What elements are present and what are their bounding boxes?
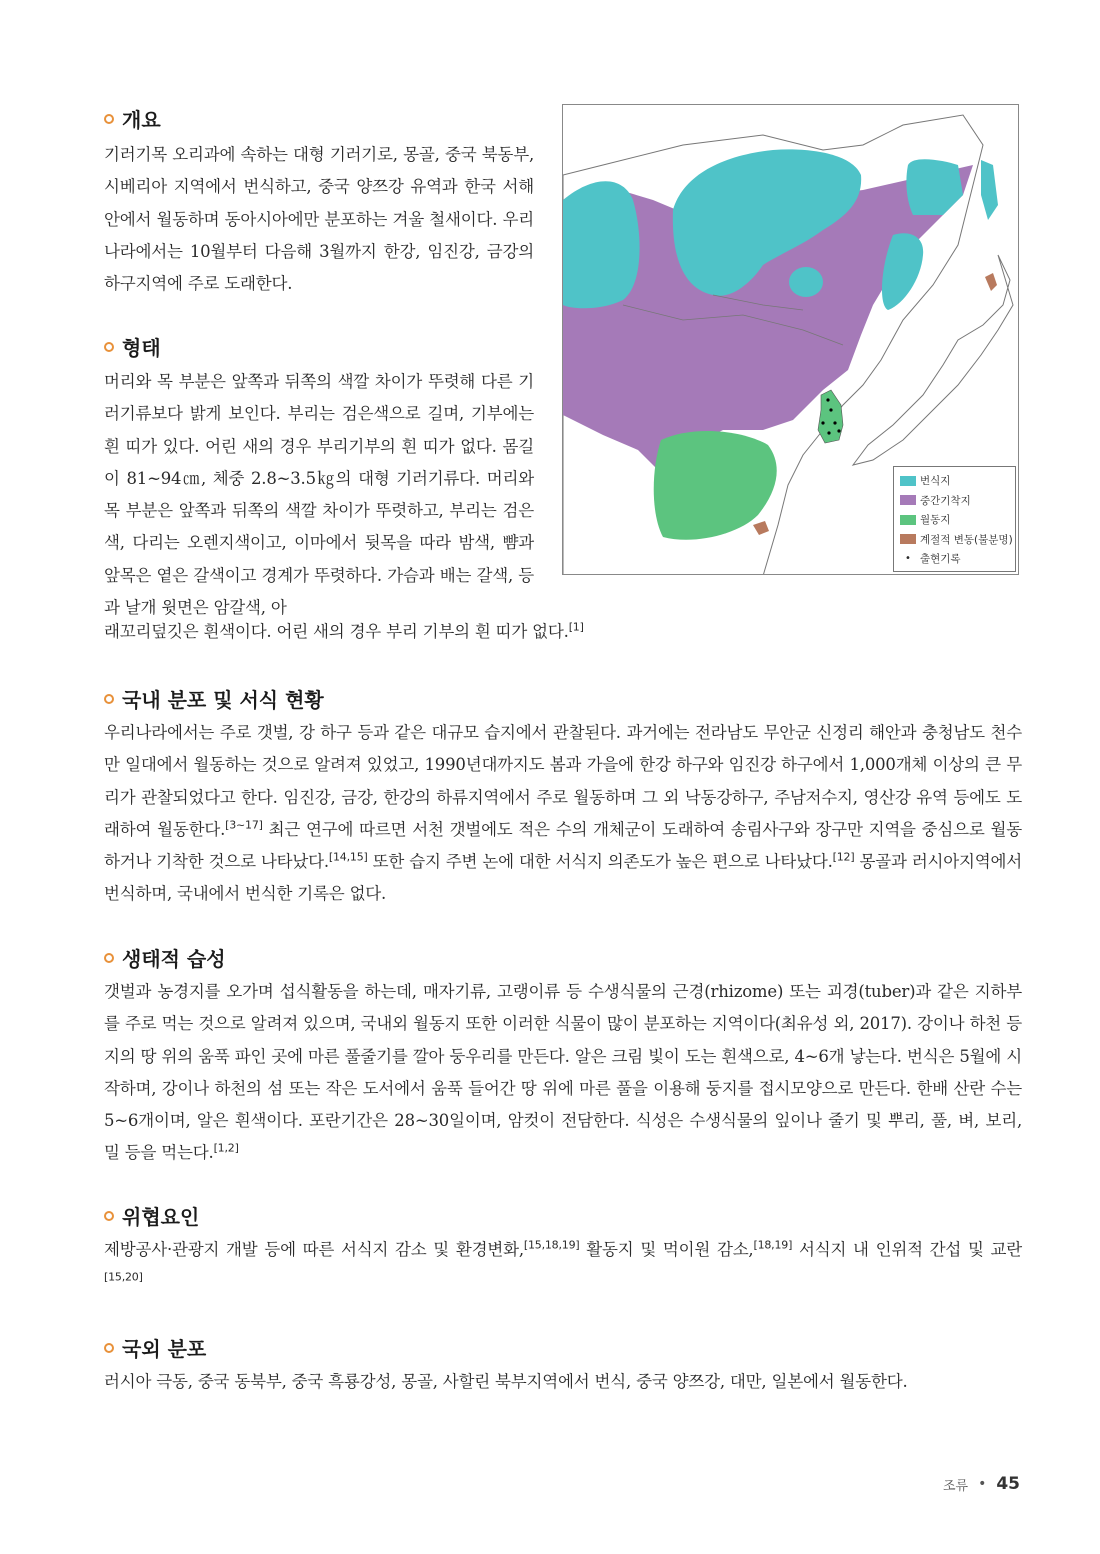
section-heading-threats	[104, 1201, 199, 1230]
reference: [15,18,19]	[523, 1238, 580, 1252]
section-heading-form	[104, 332, 161, 361]
overview-paragraph: 기러기목 오리과에 속하는 대형 기러기로, 몽골, 중국 북동부, 시베리아 지역에서 번식하고, 중국 양쯔강 유역과 한국 서해안에서 월동하며 동아시아에만 분포하는 겨울 철새이다. 우리나라에서는 10월부터 다음해 3월까지 한강, 임진강, 금강의 하구지역에 주로 도래한다.	[104, 145, 534, 294]
map-legend	[893, 466, 1016, 572]
section-heading-domestic	[104, 684, 324, 713]
occurrence-dot	[833, 421, 836, 424]
reference: [14,15]	[328, 850, 368, 864]
legend-swatch	[900, 495, 916, 505]
legend-swatch	[900, 476, 916, 486]
legend-item-breeding	[900, 471, 1009, 491]
bullet-icon	[104, 694, 114, 704]
page-footer	[943, 1474, 1020, 1494]
legend-dot-icon: •	[905, 553, 911, 565]
legend-label: 월동지	[920, 514, 951, 527]
breeding-region-west	[563, 181, 640, 308]
reference: [1,2]	[213, 1141, 239, 1155]
bullet-icon	[104, 114, 114, 124]
bullet-icon	[104, 953, 114, 963]
domestic-text: 몽골과 러시아지역에서 번식하며, 국내에서 번식한 기록은 없다.	[104, 852, 1022, 904]
section-title: 국내 분포 및 서식 현황	[122, 688, 324, 712]
section-title: 국외 분포	[122, 1337, 207, 1361]
section-title: 개요	[122, 108, 161, 132]
ecology-text: 갯벌과 농경지를 오가며 섭식활동을 하는데, 매자기류, 고랭이류 등 수생식물의 근경(rhizome) 또는 괴경(tuber)과 같은 지하부를 주로 먹는 것으로 알려져 있으며, 국내외 월동지 또한 이러한 식물이 많이 분포하는 지역이다(최유성 외, 2017). 강이나 하천 등지의 땅 위의 움푹 파인 곳에 마른 풀줄기를 깔아 둥우리를 만든다. 알은 크림 빛이 도는 흰색으로, 4~6개 낳는다. 번식은 5월에 시작하며, 강이나 하천의 섬 또는 작은 도서에서 움푹 들어간 땅 위에 마른 풀을 이용해 둥지를 접시모양으로 만든다. 한배 산란 수는 5~6개이며, 알은 흰색이다. 포란기간은 28~30일이며, 암컷이 전담한다. 식성은 수생식물의 잎이나 줄기 및 뿌리, 풀, 벼, 보리, 밀 등을 먹는다.	[104, 982, 1022, 1163]
legend-label: 중간기착지	[920, 494, 971, 507]
section-title: 위협요인	[122, 1205, 200, 1229]
form-paragraph: 머리와 목 부분은 앞쪽과 뒤쪽의 색깔 차이가 뚜렷해 다른 기러기류보다 밝게 보인다. 부리는 검은색으로 길며, 기부에는 흰 띠가 있다. 어린 새의 경우 부리기부의 흰 띠가 없다. 몸길이 81~94㎝, 체중 2.8~3.5㎏의 대형 기러기류다. 머리와 목 부분은 앞쪽과 뒤쪽의 색깔 차이가 뚜렷하고, 부리는 검은색, 다리는 오렌지색이고, 이마에서 뒷목을 따라 밤색, 뺨과 앞목은 옅은 갈색이고 경계가 뚜렷하다. 가슴과 배는 갈색, 등과 날개 윗면은 암갈색, 아	[104, 372, 534, 618]
section-title: 형태	[122, 336, 161, 360]
footer-separator: •	[978, 1476, 987, 1492]
domestic-text: 우리나라에서는 주로 갯벌, 강 하구 등과 같은 대규모 습지에서 관찰된다. 과거에는 전라남도 무안군 신정리 해안과 충청남도 천수만 일대에서 월동하는 것으로 알려져 있었고, 1990년대까지도 봄과 가을에 한강 하구와 임진강 하구에서 1,000개체 이상의 큰 무리가 관찰되었다고 한다. 임진강, 금강, 한강의 하류지역에서 주로 월동하며 그 외 낙동강하구, 주남저수지, 영산강 유역 등에도 도래하여 월동한다.	[104, 723, 1022, 839]
reference: [15,20]	[104, 1270, 143, 1284]
domestic-text: 최근 연구에 따르면 서천 갯벌에도 적은 수의 개체군이 도래하여 송림사구와 장구만 지역을 중심으로 월동하거나 기착한 것으로 나타났다.	[104, 819, 1023, 872]
section-title: 생태적 습성	[122, 947, 226, 971]
reference: [3~17]	[225, 818, 263, 832]
section-heading-abroad	[104, 1333, 206, 1362]
form-paragraph-last-line	[104, 616, 624, 648]
breeding-region-mongolia	[789, 267, 823, 297]
bullet-icon	[104, 1211, 114, 1221]
occurrence-dot	[821, 421, 824, 424]
reference: [12]	[832, 850, 855, 864]
legend-item-seasonal	[900, 530, 1013, 550]
legend-label: 번식지	[920, 475, 951, 488]
bullet-icon	[104, 342, 114, 352]
abroad-paragraph: 러시아 극동, 중국 동북부, 중국 흑룡강성, 몽골, 사할린 북부지역에서 번식, 중국 양쯔강, 대만, 일본에서 월동한다.	[104, 1372, 908, 1391]
threats-text: 활동지 및 먹이원 감소,	[579, 1240, 754, 1259]
threats-text: 서식지 내 인위적 간섭 및 교란	[792, 1240, 1023, 1259]
legend-item-wintering	[900, 510, 1009, 530]
domestic-paragraph	[104, 717, 1022, 911]
page-number: 45	[996, 1474, 1020, 1494]
reference: [18,19]	[753, 1238, 793, 1252]
legend-item-occurrence	[900, 549, 1009, 569]
legend-label: 계절적 변동(불분명)	[920, 533, 1013, 546]
footer-section-label: 조류	[942, 1478, 969, 1494]
occurrence-dot	[837, 429, 840, 432]
threats-paragraph	[104, 1234, 1022, 1299]
section-heading-overview	[104, 104, 161, 133]
domestic-text: 또한 습지 주변 논에 대한 서식지 의존도가 높은 편으로 나타났다.	[367, 852, 833, 872]
reference: [1]	[568, 620, 584, 634]
occurrence-dot	[826, 398, 829, 401]
legend-item-stopover	[900, 491, 1009, 511]
threats-text: 제방공사·관광지 개발 등에 따른 서식지 감소 및 환경변화,	[104, 1240, 524, 1259]
occurrence-dot	[827, 431, 830, 434]
occurrence-dot	[829, 408, 832, 411]
ecology-paragraph	[104, 976, 1022, 1170]
legend-label: 출현기록	[920, 553, 961, 566]
form-text-tail: 래꼬리덮깃은 흰색이다. 어린 새의 경우 부리 기부의 흰 띠가 없다.	[104, 622, 569, 641]
section-heading-ecology	[104, 943, 226, 972]
bullet-icon	[104, 1343, 114, 1353]
legend-swatch	[900, 534, 916, 544]
legend-swatch	[900, 515, 916, 525]
